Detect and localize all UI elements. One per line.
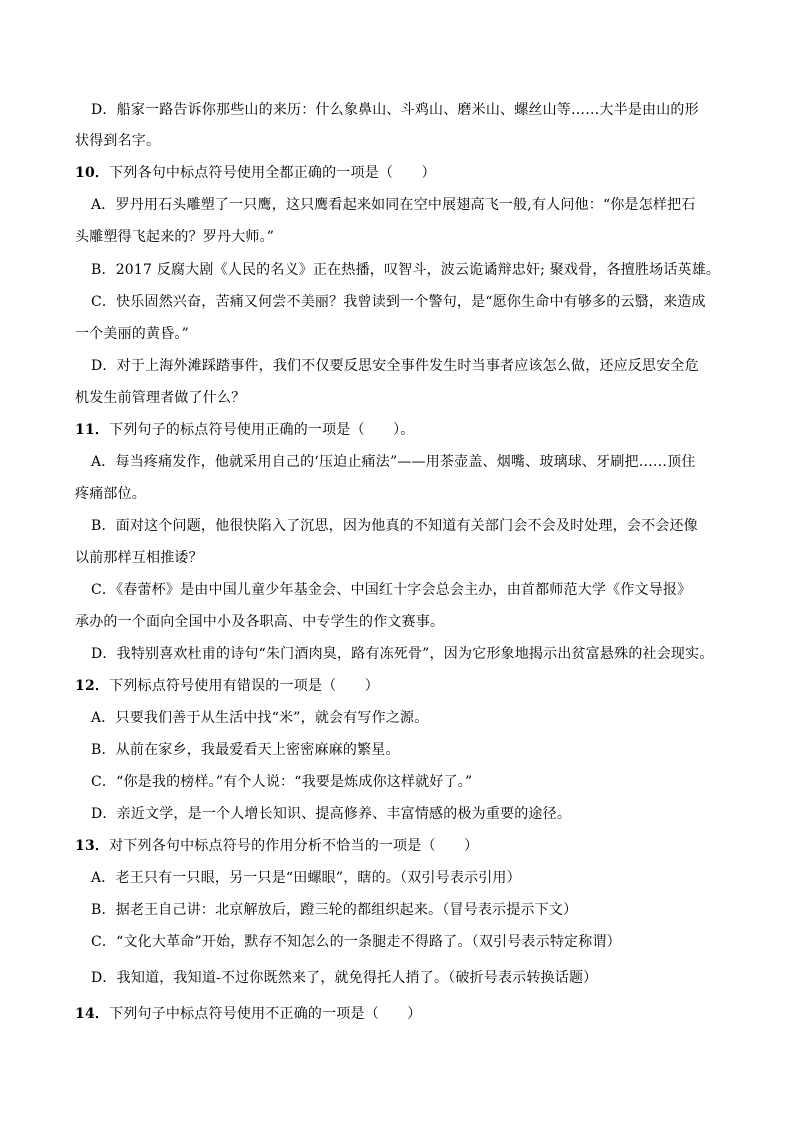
question-text: 下列句子中标点符号使用不正确的一项是（ ） <box>109 1006 422 1022</box>
question-text: 下列句子的标点符号使用正确的一项是（ ）。 <box>109 422 415 438</box>
question-13 <box>75 836 478 856</box>
q10-option-a-line2: 头雕塑得飞起来的？罗丹大师。” <box>75 229 275 245</box>
q11-option-c-line1: C．《春蕾杯》是由中国儿童少年基金会、中国红十字会总会主办，由首都师范大学《作文导报》 <box>91 582 692 598</box>
question-12 <box>75 676 379 696</box>
q11-option-b-line1: B．面对这个问题，他很快陷入了沉思，因为他真的不知道有关部门会不会及时处理，会不会还像 <box>91 518 698 534</box>
q13-option-d: D．我知道，我知道-不过你既然来了，就免得托人捎了。（破折号表示转换话题） <box>91 970 598 986</box>
question-text: 下列标点符号使用有错误的一项是（ ） <box>109 678 379 694</box>
q9-option-d-line2: 状得到名字。 <box>75 133 161 149</box>
q11-option-a-line1: A．每当疼痛发作，他就采用自己的‘压迫止痛法”——用茶壶盖、烟嘴、玻璃球、牙刷把……顶住 <box>91 454 696 470</box>
q13-option-c: C．“文化大革命”开始，默存不知怎么的一条腿走不得路了。（双引号表示特定称谓） <box>91 934 621 950</box>
q9-option-d-line1: D．船家一路告诉你那些山的来历：什么象鼻山、斗鸡山、磨米山、螺丝山等……大半是由山的形 <box>91 102 699 118</box>
q10-option-d-line1: D．对于上海外滩踩踏事件，我们不仅要反思安全事件发生时当事者应该怎么做，还应反思安全危 <box>91 358 699 374</box>
q13-option-a: A．老王只有一只眼，另一只是“田螺眼”，瞎的。（双引号表示引用） <box>91 870 521 886</box>
question-10 <box>75 163 436 183</box>
question-11 <box>75 420 415 440</box>
q11-option-a-line2: 疼痛部位。 <box>75 486 146 502</box>
question-number: 11． <box>75 422 110 438</box>
q12-option-c: C．“你是我的榜样。”有个人说：“我要是炼成你这样就好了。” <box>91 774 473 790</box>
q13-option-b: B．据老王自己讲：北京解放后，蹬三轮的都组织起来。（冒号表示提示下文） <box>91 902 578 918</box>
q10-option-b: B．2017 反腐大剧《人民的名义》正在热播，叹智斗，波云诡谲辩忠奸; 聚戏骨，各擅胜场话英雄。 <box>91 262 721 278</box>
q12-option-b: B．从前在家乡，我最爱看天上密密麻麻的繁星。 <box>91 742 400 758</box>
question-number: 13． <box>75 838 110 854</box>
question-14 <box>75 1004 422 1024</box>
question-text: 对下列各句中标点符号的作用分析不恰当的一项是（ ） <box>109 838 479 854</box>
q10-option-a-line1: A．罗丹用石头雕塑了一只鹰，这只鹰看起来如同在空中展翅高飞一般,有人问他：“你是怎样把石 <box>91 197 696 213</box>
q12-option-a: A．只要我们善于从生活中找“米”，就会有写作之源。 <box>91 710 429 726</box>
question-number: 10． <box>75 165 110 181</box>
q11-option-c-line2: 承办的一个面向全国中小及各职高、中专学生的作文赛事。 <box>75 614 445 630</box>
q10-option-c-line1: C．快乐固然兴奋，苦痛又何尝不美丽？我曾读到一个警句，是“愿你生命中有够多的云翳，来造成 <box>91 294 706 310</box>
q10-option-c-line2: 一个美丽的黄昏。” <box>75 326 189 342</box>
question-text: 下列各句中标点符号使用全都正确的一项是（ ） <box>109 165 436 181</box>
q12-option-d: D．亲近文学，是一个人增长知识、提高修养、丰富情感的极为重要的途径。 <box>91 806 572 822</box>
q11-option-b-line2: 以前那样互相推诿？ <box>75 550 203 566</box>
q11-option-d: D．我特别喜欢杜甫的诗句“朱门酒肉臭，路有冻死骨”，因为它形象地揭示出贫富悬殊的社会现实。 <box>91 646 714 662</box>
question-number: 12． <box>75 678 110 694</box>
question-number: 14． <box>75 1006 110 1022</box>
q10-option-d-line2: 机发生前管理者做了什么？ <box>75 390 246 406</box>
